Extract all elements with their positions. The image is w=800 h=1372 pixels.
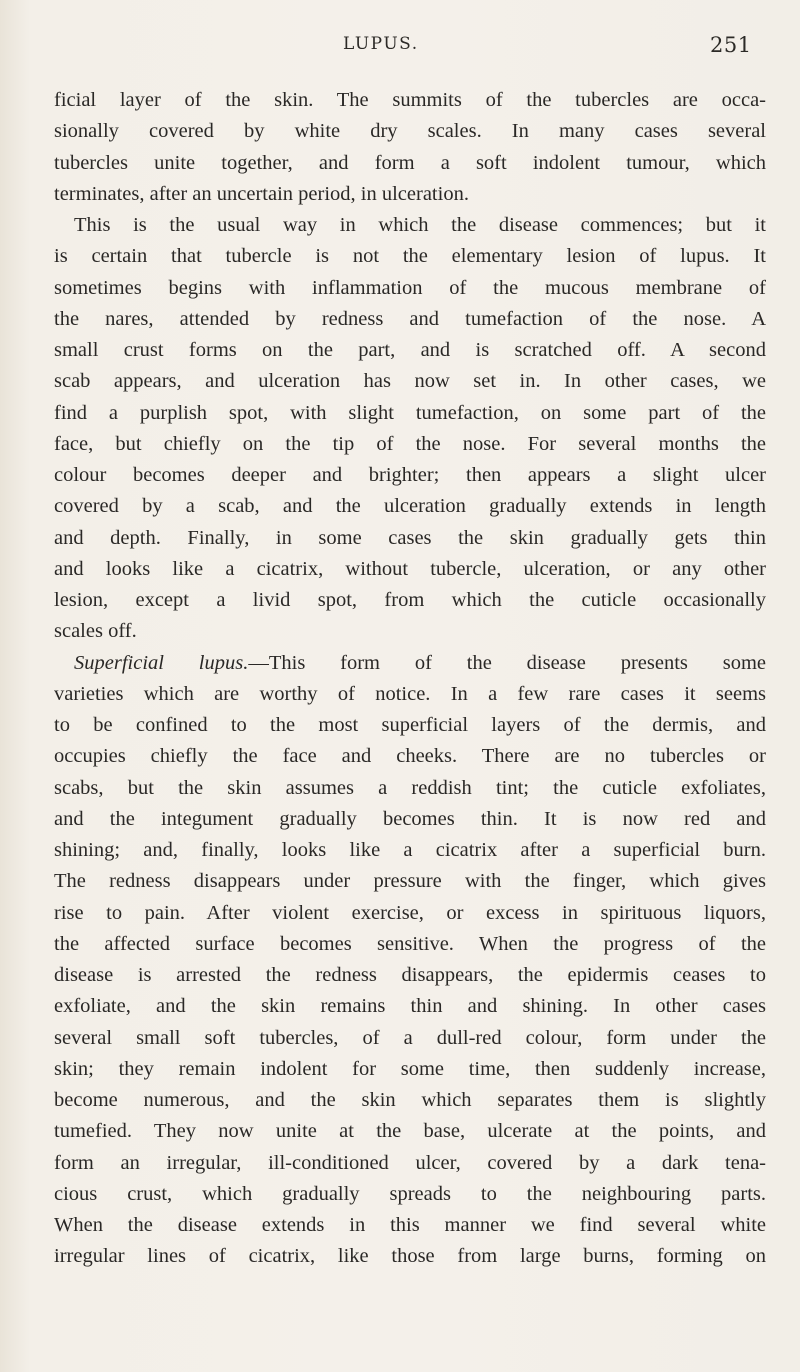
- body-text: [54, 85, 766, 1273]
- text-line: colour becomes deeper and brighter; then appears a slight ulcer: [54, 464, 766, 486]
- text-line: covered by a scab, and the ulceration gradually extends in length: [54, 495, 766, 518]
- text-line: skin; they remain indolent for some time, then suddenly increase,: [54, 1057, 766, 1080]
- text-line: irregular lines of cicatrix, like those from large burns, forming on: [54, 1245, 766, 1268]
- text-line: and the integument gradually becomes thin. It is now red and: [54, 807, 766, 830]
- text-line: and depth. Finally, in some cases the skin gradually gets thin: [54, 526, 766, 549]
- text-line: form an irregular, ill-conditioned ulcer, covered by a dark tena-: [54, 1151, 766, 1174]
- text-line: —This form of the disease presents some: [248, 651, 766, 674]
- text-line: the nares, attended by redness and tumefaction of the nose. A: [54, 307, 766, 330]
- text-line: This is the usual way in which the disease commences; but it: [74, 214, 766, 236]
- text-line: sionally covered by white dry scales. In many cases several: [54, 120, 766, 143]
- text-line: become numerous, and the skin which separates them is slightly: [54, 1089, 766, 1111]
- text-line: varieties which are worthy of notice. In a few rare cases it seems: [54, 682, 766, 705]
- text-line: small crust forms on the part, and is scratched off. A second: [54, 339, 766, 361]
- text-line: terminates, after an uncertain period, in ulceration.: [54, 182, 469, 205]
- text-line: cious crust, which gradually spreads to the neighbouring parts.: [54, 1182, 766, 1205]
- text-line: sometimes begins with inflammation of the mucous membrane of: [54, 276, 766, 299]
- paragraph-2: [54, 210, 766, 648]
- text-line: tubercles unite together, and form a soft indolent tumour, which: [54, 151, 766, 174]
- text-line: When the disease extends in this manner we find several white: [54, 1214, 766, 1236]
- section-heading: Superficial lupus.: [74, 651, 249, 674]
- text-line: exfoliate, and the skin remains thin and shining. In other cases: [54, 995, 766, 1018]
- text-line: disease is arrested the redness disappears, the epidermis ceases to: [54, 964, 766, 986]
- text-line: to be confined to the most superficial layers of the dermis, and: [54, 714, 766, 736]
- text-line: scales off.: [54, 620, 137, 643]
- text-line: scab appears, and ulceration has now set in. In other cases, we: [54, 370, 766, 393]
- text-line: is certain that tubercle is not the elementary lesion of lupus. It: [54, 245, 766, 268]
- text-line: The redness disappears under pressure with the finger, which gives: [54, 870, 766, 893]
- text-line: and looks like a cicatrix, without tubercle, ulceration, or any other: [54, 557, 766, 580]
- text-line: face, but chiefly on the tip of the nose. For several months the: [54, 432, 766, 455]
- text-line: the affected surface becomes sensitive. When the progress of the: [54, 932, 766, 955]
- paragraph-1: [54, 85, 766, 210]
- text-line: tumefied. They now unite at the base, ulcerate at the points, and: [54, 1120, 766, 1143]
- page-number: 251: [710, 33, 752, 57]
- text-line: scabs, but the skin assumes a reddish tint; the cuticle exfoliates,: [54, 776, 766, 799]
- text-line: rise to pain. After violent exercise, or excess in spirituous liquors,: [54, 901, 766, 924]
- page-header: [0, 34, 800, 64]
- text-line: lesion, except a livid spot, from which the cuticle occasionally: [54, 589, 766, 611]
- text-line: occupies chiefly the face and cheeks. There are no tubercles or: [54, 745, 766, 768]
- text-line: shining; and, finally, looks like a cicatrix after a superficial burn.: [54, 839, 766, 861]
- text-line: find a purplish spot, with slight tumefaction, on some part of the: [54, 401, 766, 424]
- paragraph-3: [54, 648, 766, 1273]
- text-line: ficial layer of the skin. The summits of the tubercles are occa-: [54, 89, 766, 111]
- text-line: several small soft tubercles, of a dull-red colour, form under the: [54, 1026, 766, 1049]
- text-line-with-heading: [54, 648, 766, 679]
- running-head: LUPUS.: [343, 34, 419, 54]
